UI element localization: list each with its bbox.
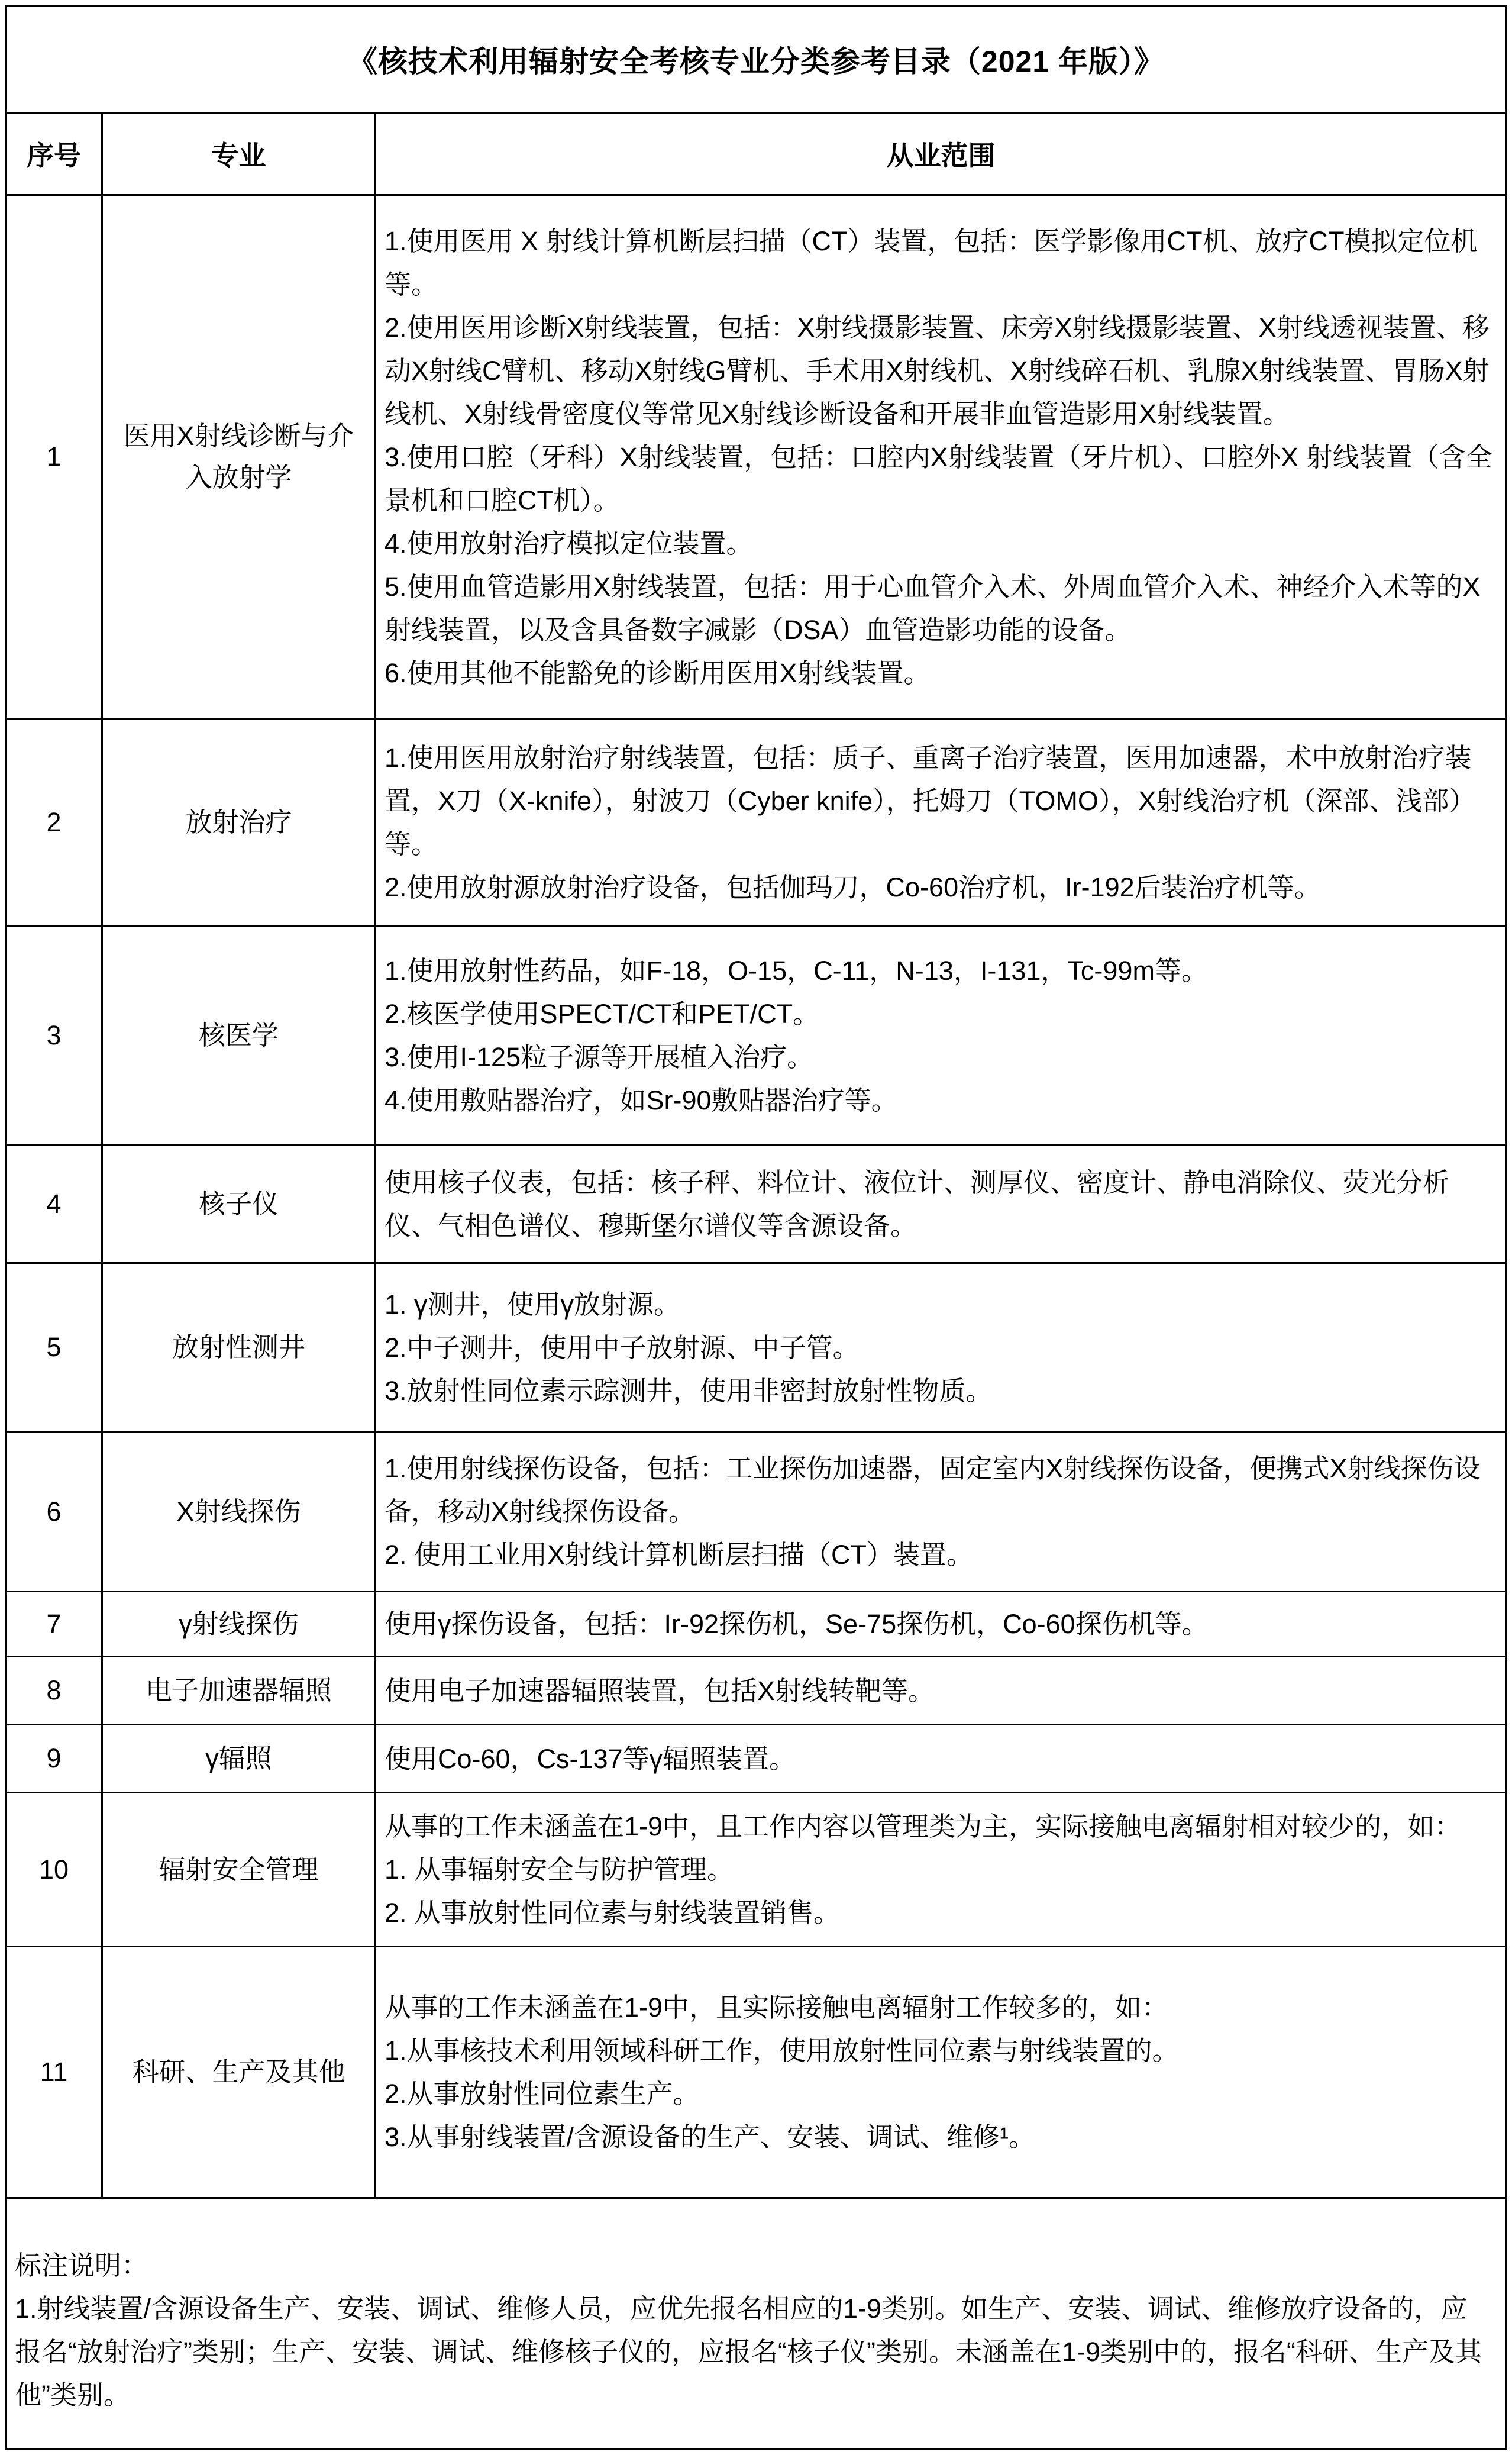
row-specialty-cell: 医用X射线诊断与介入放射学	[102, 195, 376, 719]
table-row	[6, 1725, 1507, 1793]
table-row	[6, 195, 1507, 719]
scope-line: 1.使用射线探伤设备，包括：工业探伤加速器，固定室内X射线探伤设备，便携式X射线探伤设备，移动X射线探伤设备。	[385, 1453, 1481, 1527]
row-no-cell: 3	[6, 926, 102, 1145]
table-row	[6, 1592, 1507, 1657]
footer-row	[6, 2198, 1507, 2450]
scope-line: 2.使用医用诊断X射线装置，包括：X射线摄影装置、床旁X射线摄影装置、X射线透视装置、移动X射线C臂机、移动X射线G臂机、手术用X射线机、X射线碎石机、乳腺X射线装置、胃肠X射线机、X射线骨密度仪等常见X射线诊断设备和开展非血管造影用X射线装置。	[385, 312, 1490, 429]
table-row	[6, 1947, 1507, 2198]
column-header-specialty: 专业	[102, 113, 376, 195]
scope-line: 3.使用口腔（牙科）X射线装置，包括：口腔内X射线装置（牙片机）、口腔外X 射线装置（含全景机和口腔CT机）。	[385, 441, 1492, 515]
scope-line: 2.核医学使用SPECT/CT和PET/CT。	[385, 998, 820, 1029]
row-scope-cell	[376, 719, 1507, 926]
row-no-cell: 2	[6, 719, 102, 926]
scope-line: 2. 从事放射性同位素与射线装置销售。	[385, 1898, 841, 1928]
notes-text: 1.射线装置/含源设备生产、安装、调试、维修人员，应优先报名相应的1-9类别。如生产、安装、调试、维修放疗设备的，应报名“放射治疗”类别；生产、安装、调试、维修核子仪的，应报名“核子仪”类别。未涵盖在1-9类别中的，报名“科研、生产及其他”类别。	[15, 2293, 1482, 2410]
scope-line: 2.使用放射源放射治疗设备，包括伽玛刀，Co-60治疗机，Ir-192后装治疗机等。	[385, 872, 1321, 902]
scope-line: 1. γ测井，使用γ放射源。	[385, 1289, 681, 1320]
scope-line: 从事的工作未涵盖在1-9中，且工作内容以管理类为主，实际接触电离辐射相对较少的，如：	[385, 1811, 1462, 1841]
row-no-cell: 9	[6, 1725, 102, 1793]
scope-line: 2.中子测井，使用中子放射源、中子管。	[385, 1332, 860, 1363]
scope-line: 3.从事射线装置/含源设备的生产、安装、调试、维修¹。	[385, 2122, 1036, 2152]
scope-line: 使用γ探伤设备，包括：Ir-92探伤机，Se-75探伤机，Co-60探伤机等。	[385, 1609, 1209, 1639]
row-no-cell: 5	[6, 1263, 102, 1432]
scope-line: 1. 从事辐射安全与防护管理。	[385, 1854, 734, 1885]
scope-line: 4.使用放射治疗模拟定位装置。	[385, 528, 753, 559]
table-row	[6, 926, 1507, 1145]
row-specialty-cell: 核医学	[102, 926, 376, 1145]
row-specialty-cell: 放射治疗	[102, 719, 376, 926]
table-row	[6, 1432, 1507, 1592]
scope-line: 1.从事核技术利用领域科研工作，使用放射性同位素与射线装置的。	[385, 2035, 1179, 2066]
title-row	[6, 6, 1507, 113]
row-no-cell: 1	[6, 195, 102, 719]
row-specialty-cell: 科研、生产及其他	[102, 1947, 376, 2198]
notes-heading: 标注说明：	[15, 2250, 148, 2280]
table-row	[6, 1657, 1507, 1725]
scope-line: 从事的工作未涵盖在1-9中，且实际接触电离辐射工作较多的，如：	[385, 1992, 1169, 2022]
header-row	[6, 113, 1507, 195]
row-scope-cell	[376, 1263, 1507, 1432]
table-row	[6, 1145, 1507, 1263]
classification-table	[5, 5, 1507, 2450]
row-specialty-cell: γ辐照	[102, 1725, 376, 1793]
row-specialty-cell: γ射线探伤	[102, 1592, 376, 1657]
scope-line: 3.放射性同位素示踪测井，使用非密封放射性物质。	[385, 1375, 993, 1406]
notes-cell	[6, 2198, 1507, 2450]
row-no-cell: 10	[6, 1793, 102, 1947]
column-header-no: 序号	[6, 113, 102, 195]
row-no-cell: 7	[6, 1592, 102, 1657]
scope-line: 使用电子加速器辐照装置，包括X射线转靶等。	[385, 1675, 935, 1706]
row-no-cell: 4	[6, 1145, 102, 1263]
row-no-cell: 11	[6, 1947, 102, 2198]
scope-line: 使用Co-60，Cs-137等γ辐照装置。	[385, 1743, 796, 1774]
scope-line: 使用核子仪表，包括：核子秤、料位计、液位计、测厚仪、密度计、静电消除仪、荧光分析仪、气相色谱仪、穆斯堡尔谱仪等含源设备。	[385, 1167, 1450, 1241]
row-no-cell: 8	[6, 1657, 102, 1725]
row-scope-cell	[376, 1725, 1507, 1793]
column-header-scope: 从业范围	[376, 113, 1507, 195]
row-scope-cell	[376, 1592, 1507, 1657]
scope-line: 1.使用医用 X 射线计算机断层扫描（CT）装置，包括：医学影像用CT机、放疗CT模拟定位机等。	[385, 225, 1478, 299]
scope-line: 2. 使用工业用X射线计算机断层扫描（CT）装置。	[385, 1540, 974, 1570]
scope-line: 4.使用敷贴器治疗，如Sr-90敷贴器治疗等。	[385, 1085, 898, 1115]
row-scope-cell	[376, 1657, 1507, 1725]
row-specialty-cell: 放射性测井	[102, 1263, 376, 1432]
row-specialty-cell: 电子加速器辐照	[102, 1657, 376, 1725]
scope-line: 1.使用医用放射治疗射线装置，包括：质子、重离子治疗装置，医用加速器，术中放射治疗装置，X刀（X-knife），射波刀（Cyber knife），托姆刀（TOMO），X射线治疗机（深部、浅部）等。	[385, 742, 1476, 859]
table-row	[6, 719, 1507, 926]
scope-line: 3.使用I-125粒子源等开展植入治疗。	[385, 1041, 814, 1072]
row-no-cell: 6	[6, 1432, 102, 1592]
row-scope-cell	[376, 1145, 1507, 1263]
scope-line: 1.使用放射性药品，如F-18，O-15，C-11，N-13，I-131，Tc-99m等。	[385, 955, 1208, 986]
row-scope-cell	[376, 195, 1507, 719]
table-title: 《核技术利用辐射安全考核专业分类参考目录（2021 年版）》	[6, 6, 1507, 113]
table-row	[6, 1263, 1507, 1432]
row-scope-cell	[376, 1432, 1507, 1592]
table-row	[6, 1793, 1507, 1947]
row-specialty-cell: X射线探伤	[102, 1432, 376, 1592]
row-scope-cell	[376, 926, 1507, 1145]
scope-line: 2.从事放射性同位素生产。	[385, 2079, 700, 2109]
row-specialty-cell: 辐射安全管理	[102, 1793, 376, 1947]
row-specialty-cell: 核子仪	[102, 1145, 376, 1263]
row-scope-cell	[376, 1793, 1507, 1947]
scope-line: 5.使用血管造影用X射线装置，包括：用于心血管介入术、外周血管介入术、神经介入术等的X射线装置，以及含具备数字减影（DSA）血管造影功能的设备。	[385, 571, 1481, 645]
row-scope-cell	[376, 1947, 1507, 2198]
scope-line: 6.使用其他不能豁免的诊断用医用X射线装置。	[385, 657, 931, 688]
